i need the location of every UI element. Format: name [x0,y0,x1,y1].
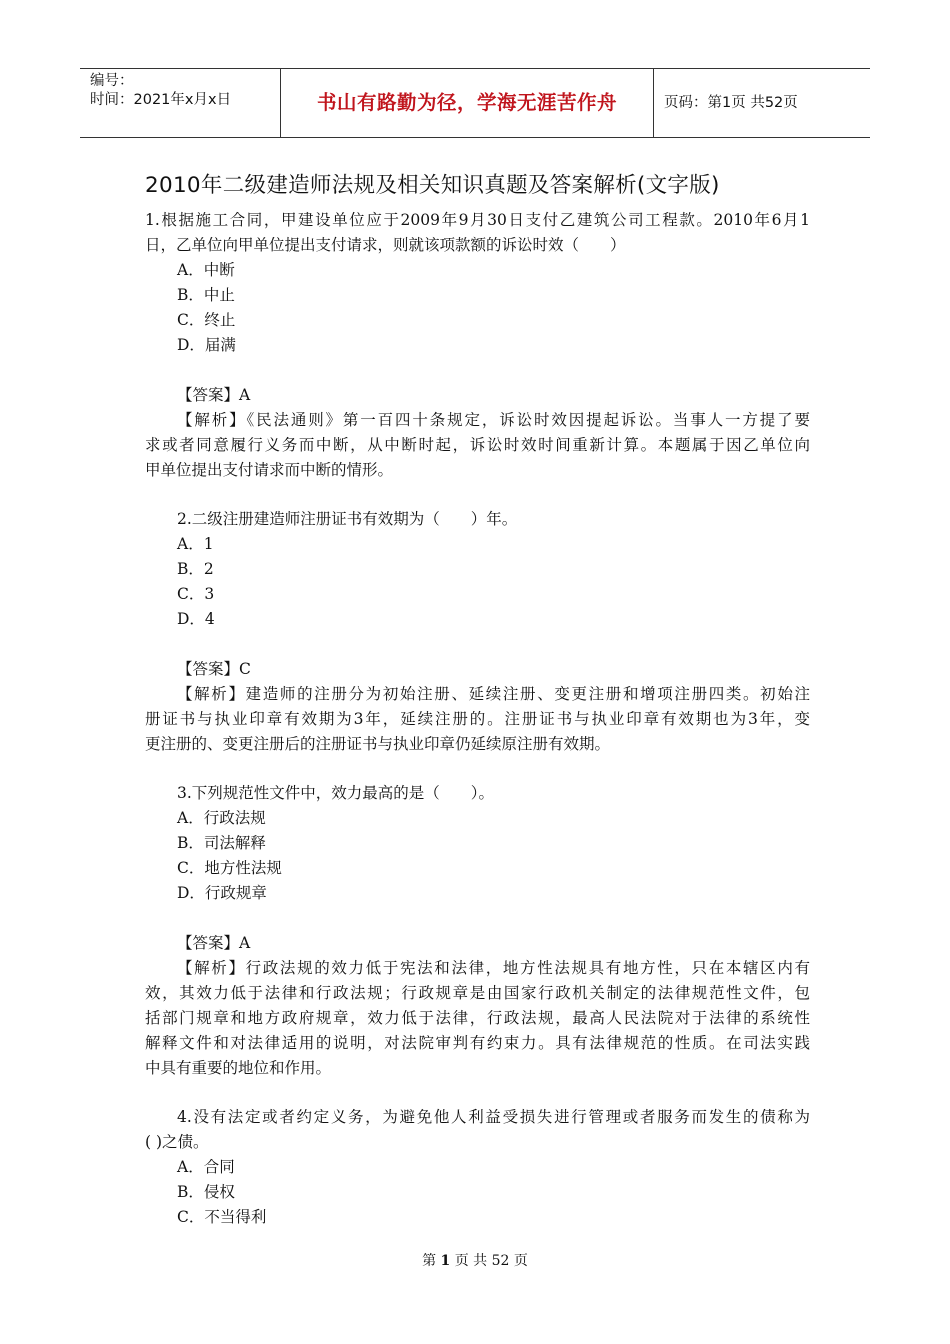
analysis-line: 册证书与执业印章有效期为3年，延续注册的。注册证书与执业印章有效期也为3年，变 [145,710,810,728]
option-b: B．司法解释 [177,834,266,852]
question-text: 3.下列规范性文件中，效力最高的是（ ）。 [177,784,495,802]
footer-suffix: 页 [513,1253,528,1269]
question-text: ( )之债。 [145,1133,209,1151]
footer-middle: 页 共 [454,1253,488,1269]
option-a: A．合同 [177,1158,235,1176]
analysis-line: 甲单位提出支付请求而中断的情形。 [145,461,394,479]
answer: 【答案】A [177,386,251,404]
question-text: 4.没有法定或者约定义务，为避免他人利益受损失进行管理或者服务而发生的债称为 [177,1108,810,1126]
header-page-info: 页码：第1页 共52页 [664,95,798,111]
option-b: B．侵权 [177,1183,235,1201]
answer: 【答案】A [177,934,251,952]
question-text: 2.二级注册建造师注册证书有效期为（ ）年。 [177,510,518,528]
page-header [80,68,870,138]
question-4 [145,1105,810,1230]
header-meta [80,69,280,137]
question-1 [145,208,810,483]
analysis-line: 解释文件和对法律适用的说明，对法院审判有约束力。具有法律规范的性质。在司法实践 [145,1034,810,1052]
question-2 [145,507,810,757]
analysis-line: 求或者同意履行义务而中断，从中断时起，诉讼时效时间重新计算。本题属于因乙单位向 [145,436,810,454]
option-c: C．地方性法规 [177,859,282,877]
analysis-line: 【解析】行政法规的效力低于宪法和法律，地方性法规具有地方性，只在本辖区内有 [177,959,810,977]
header-number: 编号： [90,73,134,89]
analysis-line: 【解析】《民法通则》第一百四十条规定，诉讼时效因提起诉讼。当事人一方提了要 [177,411,810,429]
analysis-line: 效，其效力低于法律和行政法规；行政规章是由国家行政机关制定的法律规范性文件，包 [145,984,810,1002]
header-time: 时间：2021年x月x日 [90,92,232,108]
option-a: A．中断 [177,261,235,279]
option-d: D．4 [177,610,215,628]
option-c: C．终止 [177,311,236,329]
page-footer [0,1250,950,1270]
option-a: A．行政法规 [177,809,266,827]
footer-total-pages: 52 [491,1253,510,1269]
option-b: B．2 [177,560,214,578]
option-d: D．行政规章 [177,884,267,902]
question-3 [145,781,810,1081]
option-d: D．届满 [177,336,236,354]
footer-page-number: 1 [440,1253,451,1269]
option-a: A．1 [177,535,214,553]
question-text: 1.根据施工合同，甲建设单位应于2009年9月30日支付乙建筑公司工程款。2010年6月1 [145,211,810,229]
answer: 【答案】C [177,660,251,678]
question-text: 日，乙单位向甲单位提出支付请求，则就该项款额的诉讼时效（ ） [145,236,626,254]
analysis-line: 【解析】建造师的注册分为初始注册、延续注册、变更注册和增项注册四类。初始注 [177,685,810,703]
option-c: C．3 [177,585,215,603]
option-b: B．中止 [177,286,235,304]
analysis-line: 中具有重要的地位和作用。 [145,1059,332,1077]
footer-prefix: 第 [422,1253,437,1269]
analysis-line: 更注册的、变更注册后的注册证书与执业印章仍延续原注册有效期。 [145,735,611,753]
analysis-line: 括部门规章和地方政府规章，效力低于法律，行政法规，最高人民法院对于法律的系统性 [145,1009,810,1027]
document-title: 2010年二级建造师法规及相关知识真题及答案解析(文字版) [145,173,720,198]
option-c: C．不当得利 [177,1208,267,1226]
header-motto: 书山有路勤为径，学海无涯苦作舟 [280,69,654,137]
